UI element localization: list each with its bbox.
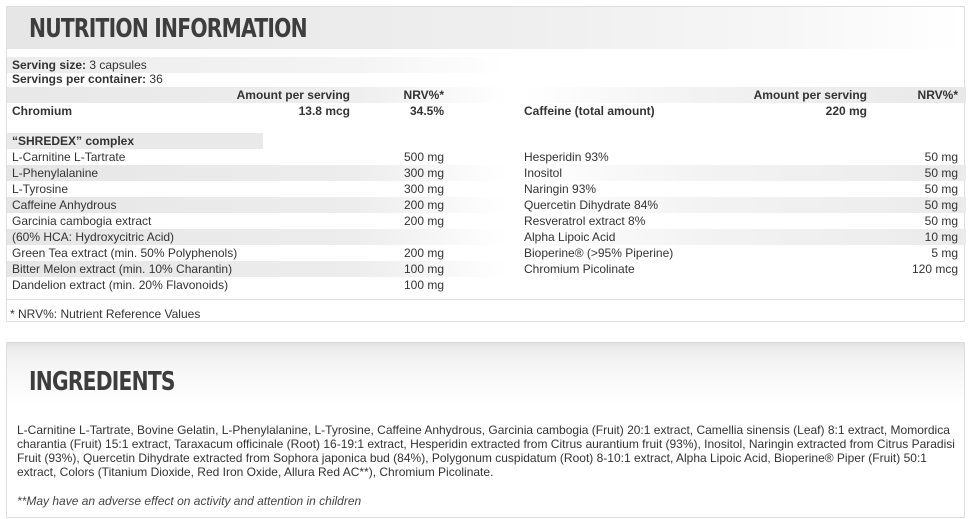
list-item (7, 245, 964, 261)
column-header-row (7, 87, 964, 103)
item-amount: 50 mg (924, 150, 958, 164)
item-amount: 10 mg (924, 230, 958, 244)
divider (7, 299, 964, 300)
item-amount: 50 mg (924, 166, 958, 180)
list-item (7, 197, 964, 213)
servings-label: Servings per container: (12, 72, 147, 86)
right-col-amount-header: Amount per serving (753, 88, 867, 102)
item-name: Green Tea extract (min. 50% Polyphenols) (12, 246, 238, 260)
complex-row (7, 133, 964, 149)
list-item (7, 229, 964, 245)
item-amount: 5 mg (931, 246, 958, 260)
serving-size-value: 3 capsules (89, 58, 147, 72)
item-name: Bitter Melon extract (min. 10% Charantin) (12, 262, 233, 276)
right-col-nrv-header: NRV%* (917, 88, 958, 102)
item-name: L-Phenylalanine (12, 166, 99, 180)
nrv-footnote: * NRV%: Nutrient Reference Values (10, 307, 201, 321)
ingredients-title: INGREDIENTS (29, 367, 175, 397)
item-name: Dandelion extract (min. 20% Flavonoids) (12, 278, 229, 292)
ingredients-note: **May have an adverse effect on activity and attention in children (17, 494, 362, 508)
nutrition-header (7, 7, 964, 49)
item-amount: 500 mg (403, 150, 444, 164)
col-amount-header: Amount per serving (236, 88, 350, 102)
chromium-nrv: 34.5% (409, 104, 444, 118)
item-name: Quercetin Dihydrate 84% (524, 198, 659, 212)
list-item (7, 181, 964, 197)
item-name: Naringin 93% (524, 182, 597, 196)
chromium-row (7, 103, 964, 119)
servings-value: 36 (149, 72, 163, 86)
item-name: Resveratrol extract 8% (524, 214, 646, 228)
item-amount: 200 mg (403, 246, 444, 260)
item-name: Alpha Lipoic Acid (524, 230, 616, 244)
item-name: Chromium Picolinate (524, 262, 635, 276)
footnote-row (7, 306, 964, 322)
item-amount: 200 mg (403, 198, 444, 212)
ingredients-header (7, 343, 964, 403)
item-amount: 120 mcg (911, 262, 958, 276)
item-amount: 100 mg (403, 278, 444, 292)
servings-row (7, 71, 964, 87)
chromium-amount: 13.8 mcg (298, 104, 350, 118)
item-amount: 100 mg (403, 262, 444, 276)
list-item (7, 213, 964, 229)
ingredients-panel (6, 342, 965, 518)
item-amount: 200 mg (403, 214, 444, 228)
item-amount: 300 mg (403, 166, 444, 180)
ingredients-text: L-Carnitine L-Tartrate, Bovine Gelatin, L-Phenylalanine, L-Tyrosine, Caffeine Anhydrous, Garcinia cambogia (Fruit) 20:1 extract, Camellia sinensis (Leaf) 8:1 extract, Momordica charantia (Fruit) 15:1 extract, Taraxacum officinale (Root) 16-19:1 extract, Hesperidin extracted from Citrus aurantium fruit (93%), Inositol, Naringin extracted from Citrus Paradisi Fruit (93%), Quercetin Dihydrate extracted from Sophora japonica bud (84%), Polygonum cuspidatum (Root) 8-10:1 extract, Alpha Lipoic Acid, Bioperine® Piper (Fruit) 50:1 extract, Colors (Titanium Dioxide, Red Iron Oxide, Allura Red AC**), Chromium Picolinate. (17, 423, 955, 479)
item-name: Hesperidin 93% (524, 150, 609, 164)
item-name: (60% HCA: Hydroxycitric Acid) (12, 230, 175, 244)
chromium-name: Chromium (12, 104, 72, 118)
col-nrv-header: NRV%* (403, 88, 444, 102)
item-name: Inositol (524, 166, 563, 180)
item-amount: 50 mg (924, 198, 958, 212)
list-item (7, 149, 964, 165)
item-amount: 300 mg (403, 182, 444, 196)
item-amount: 50 mg (924, 214, 958, 228)
list-item (7, 277, 964, 293)
nutrition-panel (6, 6, 965, 322)
item-name: L-Carnitine L-Tartrate (12, 150, 126, 164)
caffeine-amount: 220 mg (825, 104, 867, 118)
item-amount: 50 mg (924, 182, 958, 196)
nutrition-title: NUTRITION INFORMATION (29, 14, 307, 44)
list-item (7, 261, 964, 277)
item-name: L-Tyrosine (12, 182, 69, 196)
item-name: Bioperine® (>95% Piperine) (524, 246, 674, 260)
caffeine-name: Caffeine (total amount) (524, 104, 655, 118)
list-item (7, 165, 964, 181)
complex-label: “SHREDEX” complex (12, 134, 135, 148)
serving-size-label: Serving size: (12, 58, 87, 72)
item-name: Caffeine Anhydrous (12, 198, 117, 212)
item-name: Garcinia cambogia extract (12, 214, 152, 228)
